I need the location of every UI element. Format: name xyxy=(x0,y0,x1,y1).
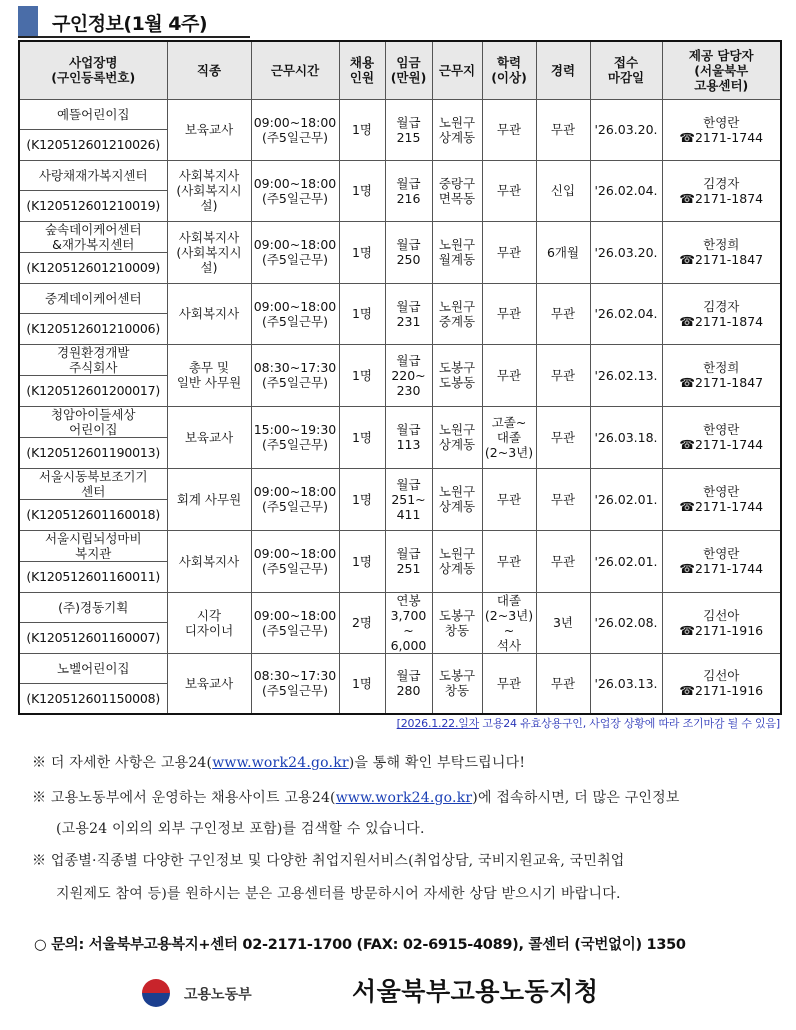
work-hours: 09:00~18:00 (주5일근무) xyxy=(251,283,339,344)
header-contact: 제공 담당자 (서울북부 고용센터) xyxy=(662,41,781,99)
education: 무관 xyxy=(482,468,536,530)
job-type: 총무 및 일반 사무원 xyxy=(167,344,251,406)
company-name: 사랑채재가복지센터 xyxy=(19,160,167,190)
wage: 월급 215 xyxy=(385,99,432,160)
header-location: 근무지 xyxy=(432,41,482,99)
work24-link[interactable]: www.work24.go.kr xyxy=(335,790,473,806)
job-type: 사회복지사 (사회복지시 설) xyxy=(167,160,251,221)
wage: 월급 220~ 230 xyxy=(385,344,432,406)
education: 대졸 (2~3년) ~ 석사 xyxy=(482,592,536,653)
contact-phone: ☎2171-1847 xyxy=(679,375,764,390)
job-type: 시각 디자이너 xyxy=(167,592,251,653)
contact-name: 한정희 xyxy=(703,237,740,252)
contact-phone: ☎2171-1874 xyxy=(679,190,764,206)
contact-name: 김경자 xyxy=(703,175,740,191)
table-row xyxy=(19,160,781,190)
work-location: 노원구 상계동 xyxy=(432,530,482,592)
company-name: 예뜰어린이집 xyxy=(19,99,167,129)
experience: 신입 xyxy=(536,160,590,221)
contact-name: 한영란 xyxy=(703,422,740,437)
deadline: '26.03.20. xyxy=(590,221,662,283)
deadline: '26.03.20. xyxy=(590,99,662,160)
work-location: 도봉구 창동 xyxy=(432,592,482,653)
company-name: 청암아이들세상 어린이집 xyxy=(19,406,167,437)
experience: 6개월 xyxy=(536,221,590,283)
hire-count: 1명 xyxy=(339,160,385,221)
job-type: 보육교사 xyxy=(167,653,251,714)
contact-name: 한영란 xyxy=(703,546,740,561)
deadline: '26.02.01. xyxy=(590,530,662,592)
education: 무관 xyxy=(482,344,536,406)
info-text: ※ 더 자세한 사항은 고용24( xyxy=(32,755,213,771)
work-hours: 09:00~18:00 (주5일근무) xyxy=(251,530,339,592)
company-name: 서울시동북보조기기 센터 xyxy=(19,468,167,499)
table-row xyxy=(19,344,781,375)
work-location: 노원구 상계동 xyxy=(432,468,482,530)
contact-name: 한정희 xyxy=(703,360,740,375)
registration-number: (K120512601200017) xyxy=(19,375,167,406)
deadline: '26.02.04. xyxy=(590,160,662,221)
company-name: 노벨어린이집 xyxy=(19,653,167,683)
experience: 무관 xyxy=(536,406,590,468)
registration-number: (K120512601210006) xyxy=(19,313,167,344)
header-job: 직종 xyxy=(167,41,251,99)
education: 무관 xyxy=(482,530,536,592)
contact-name: 한영란 xyxy=(703,114,740,130)
header-deadline: 접수 마감일 xyxy=(590,41,662,99)
header-experience: 경력 xyxy=(536,41,590,99)
education: 무관 xyxy=(482,283,536,344)
title-accent-bar xyxy=(18,6,38,36)
wage: 연봉 3,700 ~ 6,000 xyxy=(385,592,432,653)
table-row xyxy=(19,99,781,129)
page-title-block xyxy=(18,6,250,38)
job-type: 사회복지사 (사회복지시 설) xyxy=(167,221,251,283)
table-row xyxy=(19,530,781,561)
wage: 월급 280 xyxy=(385,653,432,714)
work-hours: 15:00~19:30 (주5일근무) xyxy=(251,406,339,468)
contact xyxy=(662,160,781,221)
contact xyxy=(662,283,781,344)
data-date-note xyxy=(397,715,780,731)
registration-number: (K120512601160018) xyxy=(19,499,167,530)
work-hours: 09:00~18:00 (주5일근무) xyxy=(251,468,339,530)
registration-number: (K120512601150008) xyxy=(19,683,167,714)
work-location: 도봉구 창동 xyxy=(432,653,482,714)
contact-name: 한영란 xyxy=(703,484,740,499)
contact-phone: ☎2171-1744 xyxy=(679,437,764,452)
job-type: 사회복지사 xyxy=(167,530,251,592)
deadline: '26.03.13. xyxy=(590,653,662,714)
info-line-5: 지원제도 참여 등)를 원하시는 분은 고용센터를 방문하시어 자세한 상담 받으시기 바랍니다. xyxy=(56,886,621,902)
deadline: '26.02.13. xyxy=(590,344,662,406)
work-hours: 09:00~18:00 (주5일근무) xyxy=(251,99,339,160)
ministry-name: 고용노동부 xyxy=(184,987,252,1003)
hire-count: 1명 xyxy=(339,468,385,530)
wage: 월급 113 xyxy=(385,406,432,468)
experience: 무관 xyxy=(536,530,590,592)
table-row xyxy=(19,592,781,622)
header-education: 학력 (이상) xyxy=(482,41,536,99)
work-location: 중랑구 면목동 xyxy=(432,160,482,221)
contact-name: 김선아 xyxy=(703,668,740,684)
education: 무관 xyxy=(482,160,536,221)
registration-number: (K120512601210009) xyxy=(19,252,167,283)
work-location: 노원구 중계동 xyxy=(432,283,482,344)
page-title: 구인정보(1월 4주) xyxy=(52,13,208,35)
experience: 무관 xyxy=(536,344,590,406)
table-row xyxy=(19,653,781,683)
job-type: 보육교사 xyxy=(167,406,251,468)
work-location: 도봉구 도봉동 xyxy=(432,344,482,406)
hire-count: 1명 xyxy=(339,344,385,406)
info-line-3: (고용24 이외의 외부 구인정보 포함)를 검색할 수 있습니다. xyxy=(56,821,425,837)
registration-number: (K120512601190013) xyxy=(19,437,167,468)
table-row xyxy=(19,283,781,313)
work-hours: 09:00~18:00 (주5일근무) xyxy=(251,221,339,283)
education: 무관 xyxy=(482,221,536,283)
work-hours: 09:00~18:00 (주5일근무) xyxy=(251,160,339,221)
company-name: 숲속데이케어센터 &재가복지센터 xyxy=(19,221,167,252)
contact xyxy=(662,592,781,653)
title-underline xyxy=(18,36,250,38)
header-wage: 임금 (만원) xyxy=(385,41,432,99)
experience: 무관 xyxy=(536,99,590,160)
work24-link[interactable]: www.work24.go.kr xyxy=(212,755,349,771)
hire-count: 1명 xyxy=(339,221,385,283)
deadline: '26.03.18. xyxy=(590,406,662,468)
hire-count: 1명 xyxy=(339,406,385,468)
wage: 월급 231 xyxy=(385,283,432,344)
registration-number: (K120512601210019) xyxy=(19,190,167,221)
contact-phone: ☎2171-1744 xyxy=(679,499,764,514)
contact-phone: ☎2171-1744 xyxy=(679,561,764,576)
experience: 무관 xyxy=(536,653,590,714)
contact-phone: ☎2171-1916 xyxy=(679,683,764,699)
hire-count: 1명 xyxy=(339,530,385,592)
company-name: (주)경동기획 xyxy=(19,592,167,622)
table-row xyxy=(19,406,781,437)
job-type: 회계 사무원 xyxy=(167,468,251,530)
experience: 무관 xyxy=(536,283,590,344)
hire-count: 1명 xyxy=(339,99,385,160)
hire-count: 1명 xyxy=(339,653,385,714)
registration-number: (K120512601210026) xyxy=(19,129,167,160)
job-type: 사회복지사 xyxy=(167,283,251,344)
work-hours: 08:30~17:30 (주5일근무) xyxy=(251,344,339,406)
deadline: '26.02.04. xyxy=(590,283,662,344)
contact xyxy=(662,530,781,592)
education: 무관 xyxy=(482,653,536,714)
wage: 월급 216 xyxy=(385,160,432,221)
info-text: )을 통해 확인 부탁드립니다! xyxy=(348,755,526,771)
company-name: 경원환경개발 주식회사 xyxy=(19,344,167,375)
data-date: [2026.1.22.일자 xyxy=(396,717,480,730)
ministry-logo xyxy=(136,976,286,1010)
work-location: 노원구 상계동 xyxy=(432,99,482,160)
info-line-1 xyxy=(32,752,525,772)
organization-name: 서울북부고용노동지청 xyxy=(352,977,599,1006)
work-hours: 08:30~17:30 (주5일근무) xyxy=(251,653,339,714)
contact-name: 김경자 xyxy=(703,298,740,314)
education: 고졸~ 대졸 (2~3년) xyxy=(482,406,536,468)
note-text: 고용24 유효상용구인, 사업장 상황에 따라 조기마감 될 수 있음] xyxy=(482,717,780,730)
contact xyxy=(662,344,781,406)
header-company: 사업장명 (구인등록번호) xyxy=(19,41,167,99)
contact-phone: ☎2171-1847 xyxy=(679,252,764,267)
hire-count: 2명 xyxy=(339,592,385,653)
education: 무관 xyxy=(482,99,536,160)
company-name: 중계데이케어센터 xyxy=(19,283,167,313)
info-text: )에 접속하시면, 더 많은 구인정보 xyxy=(472,790,680,806)
inquiry-contact: ○ 문의: 서울북부고용복지+센터 02-2171-1700 (FAX: 02-6915-4089), 콜센터 (국번없이) 1350 xyxy=(34,937,686,953)
info-line-2 xyxy=(32,787,680,807)
contact xyxy=(662,221,781,283)
table-header-row xyxy=(19,41,781,99)
work-location: 노원구 월계동 xyxy=(432,221,482,283)
info-text: ※ 고용노동부에서 운영하는 채용사이트 고용24( xyxy=(32,790,336,806)
header-hours: 근무시간 xyxy=(251,41,339,99)
wage: 월급 251~ 411 xyxy=(385,468,432,530)
work-hours: 09:00~18:00 (주5일근무) xyxy=(251,592,339,653)
hire-count: 1명 xyxy=(339,283,385,344)
experience: 무관 xyxy=(536,468,590,530)
contact-phone: ☎2171-1916 xyxy=(679,622,764,638)
contact xyxy=(662,99,781,160)
job-type: 보육교사 xyxy=(167,99,251,160)
work-location: 노원구 상계동 xyxy=(432,406,482,468)
contact-phone: ☎2171-1874 xyxy=(679,313,764,329)
wage: 월급 250 xyxy=(385,221,432,283)
header-hires: 채용 인원 xyxy=(339,41,385,99)
wage: 월급 251 xyxy=(385,530,432,592)
taegeuk-emblem-icon xyxy=(136,976,176,1010)
contact-name: 김선아 xyxy=(703,607,740,623)
deadline: '26.02.08. xyxy=(590,592,662,653)
table-body xyxy=(19,99,781,714)
experience: 3년 xyxy=(536,592,590,653)
registration-number: (K120512601160011) xyxy=(19,561,167,592)
contact xyxy=(662,468,781,530)
job-listing-table xyxy=(18,40,782,715)
registration-number: (K120512601160007) xyxy=(19,622,167,653)
contact xyxy=(662,406,781,468)
table-row xyxy=(19,221,781,252)
company-name: 서울시립뇌성마비 복지관 xyxy=(19,530,167,561)
contact xyxy=(662,653,781,714)
contact-phone: ☎2171-1744 xyxy=(679,129,764,145)
deadline: '26.02.01. xyxy=(590,468,662,530)
info-line-4: ※ 업종별·직종별 다양한 구인정보 및 다양한 취업지원서비스(취업상담, 국비지원교육, 국민취업 xyxy=(32,853,625,869)
table-row xyxy=(19,468,781,499)
